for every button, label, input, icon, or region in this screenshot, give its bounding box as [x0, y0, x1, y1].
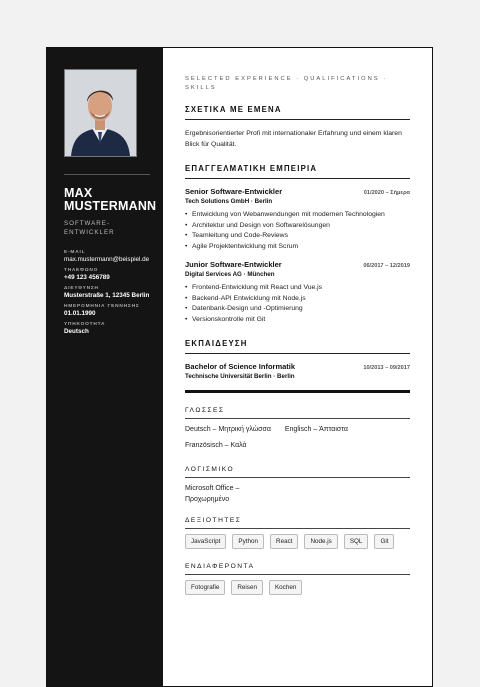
skill-chip: Python: [232, 534, 264, 549]
skill-chip: Node.js: [304, 534, 337, 549]
role-line-2: ENTWICKLER: [64, 229, 115, 236]
language-item: Englisch – Άπταιστα: [284, 426, 348, 433]
software-line-2: Προχωρημένο: [185, 496, 230, 503]
birthdate-label: ΗΜΕΡΟΜΗΝΙΑ ΓΕΝΝΗΣΗΣ: [64, 304, 140, 309]
school-name: Technische Universität Berlin · Berlin: [185, 373, 295, 380]
list-item: • Versionskontrolle mit Git: [185, 315, 410, 326]
main-content: [185, 75, 410, 601]
skills-heading: ΔΕΞΙΟΤΗΤΕΣ: [185, 517, 410, 529]
language-item: Deutsch – Μητρική γλώσσα: [185, 426, 271, 433]
list-item: • Teamleitung und Code-Reviews: [185, 231, 410, 242]
birthdate-value: 01.01.1990: [64, 310, 96, 317]
profile-photo: [64, 69, 137, 157]
interest-chip: Reisen: [231, 580, 263, 595]
address-label: ΔΙΕΥΘΥΝΣΗ: [64, 286, 99, 291]
sidebar-divider: [64, 174, 150, 175]
about-heading: ΣΧΕΤΙΚΑ ΜΕ ΕΜΕΝΑ: [185, 105, 410, 120]
top-nav-line-1: SELECTED EXPERIENCE · QUALIFICATIONS ·: [185, 76, 388, 82]
role-line-1: SOFTWARE-: [64, 220, 110, 227]
education-entry: [185, 362, 410, 380]
about-text: Ergebnisorientierter Profi mit internationaler Erfahrung und einem klaren Blick für Qualität.: [185, 130, 402, 148]
job-role: [64, 219, 163, 237]
top-nav: [185, 75, 410, 93]
nationality-value: Deutsch: [64, 328, 89, 335]
education-heading: ΕΚΠΑΙΔΕΥΣΗ: [185, 339, 410, 354]
address-value: Musterstraße 1, 12345 Berlin: [64, 292, 150, 299]
name-first: MAX: [64, 186, 93, 200]
skill-chip: React: [270, 534, 298, 549]
job-dates: 01/2020 – Σήμερα: [363, 190, 410, 196]
email-label: E-MAIL: [64, 250, 86, 255]
interests-heading: ΕΝΔΙΑΦΕΡΟΝΤΑ: [185, 563, 410, 575]
skill-chip: Git: [374, 534, 394, 549]
portrait-photo-icon: [65, 70, 136, 156]
list-item: • Backend-API Entwicklung mit Node.js: [185, 294, 410, 305]
interests-chips: [185, 580, 410, 601]
skill-chip: JavaScript: [185, 534, 226, 549]
list-item: • Architektur und Design von Softwarelösungen: [185, 221, 410, 232]
job-title: Senior Software-Entwickler: [185, 187, 283, 196]
resume-page: [46, 47, 433, 687]
languages-list: [185, 422, 410, 454]
full-name: [64, 187, 163, 213]
name-last: MUSTERMANN: [64, 199, 157, 213]
job-bullets: [185, 283, 410, 325]
software-heading: ΛΟΓΙΣΜΙΚΟ: [185, 466, 410, 478]
languages-heading: ΓΛΩΣΣΕΣ: [185, 407, 410, 419]
list-item: • Frontend-Entwicklung mit React und Vue.js: [185, 283, 410, 294]
job-title: Junior Software-Entwickler: [185, 260, 282, 269]
interest-chip: Kochen: [269, 580, 302, 595]
nationality-label: ΥΠΗΚΟΟΤΗΤΑ: [64, 322, 106, 327]
email-value[interactable]: max.mustermann@beispiel.de: [64, 256, 150, 263]
education-dates: 10/2013 – 09/2017: [363, 365, 410, 371]
job-dates: 06/2017 – 12/2019: [363, 263, 410, 269]
job-bullets: [185, 210, 410, 252]
list-item: • Datenbank-Design und -Optimierung: [185, 304, 410, 315]
skills-chips: [185, 534, 410, 555]
section-divider: [185, 390, 410, 393]
interest-chip: Fotografie: [185, 580, 225, 595]
job-company: Tech Solutions GmbH · Berlin: [185, 198, 273, 205]
job-company: Digital Services AG · München: [185, 271, 275, 278]
contact-block: [64, 250, 163, 336]
skill-chip: SQL: [344, 534, 369, 549]
list-item: • Entwicklung von Webanwendungen mit modernen Technologien: [185, 210, 410, 221]
phone-label: ΤΗΛΕΦΩΝΟ: [64, 268, 99, 273]
job-entry: [185, 187, 410, 252]
language-item: Französisch – Καλά: [185, 442, 247, 449]
job-entry: [185, 260, 410, 325]
software-text: [185, 483, 410, 505]
list-item: • Agile Projektentwicklung mit Scrum: [185, 242, 410, 253]
software-line-1: Microsoft Office –: [185, 485, 240, 492]
degree-title: Bachelor of Science Informatik: [185, 362, 296, 371]
phone-value[interactable]: +49 123 456789: [64, 274, 110, 281]
sidebar: [47, 48, 163, 686]
experience-heading: ΕΠΑΓΓΕΛΜΑΤΙΚΗ ΕΜΠΕΙΡΙΑ: [185, 164, 410, 179]
top-nav-line-2: SKILLS: [185, 85, 217, 91]
